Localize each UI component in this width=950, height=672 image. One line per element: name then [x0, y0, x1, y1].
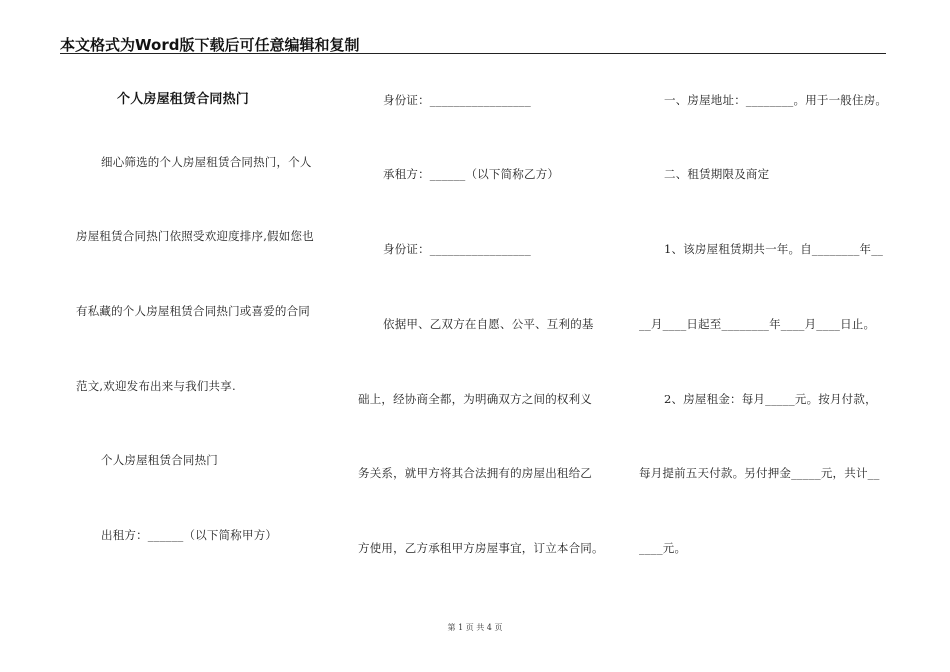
intro-line-2: 房屋租赁合同热门依照受欢迎度排序,假如您也	[76, 229, 314, 243]
rent-line-2: 每月提前五天付款。另付押金_____元，共计__	[639, 466, 880, 480]
preamble-line-4: 方使用，乙方承租甲方房屋事宜，订立本合同。	[358, 541, 604, 555]
lessee-id-line: 身份证：_________________	[383, 242, 531, 256]
header-divider	[60, 53, 886, 54]
lease-term-line-1: 1、该房屋租赁期共一年。自________年__	[664, 242, 884, 256]
intro-line-3: 有私藏的个人房屋租赁合同热门或喜爱的合同	[76, 304, 310, 318]
preamble-line-1: 依据甲、乙双方在自愿、公平、互利的基	[383, 317, 594, 331]
document-header-title: 本文格式为Word版下载后可任意编辑和复制	[60, 36, 360, 54]
lessee-line: 承租方：______（以下简称乙方）	[383, 167, 560, 181]
house-address-line: 一、房屋地址：________。用于一般住房。	[664, 93, 888, 107]
contract-subtitle: 个人房屋租赁合同热门	[101, 453, 218, 467]
preamble-line-2: 础上，经协商全都，为明确双方之间的权利义	[358, 392, 592, 406]
intro-line-4: 范文,欢迎发布出来与我们共享.	[76, 379, 236, 393]
page-number: 第 1 页 共 4 页	[447, 623, 503, 632]
lessor-id-line: 身份证：_________________	[383, 93, 531, 107]
lessor-line: 出租方：______（以下简称甲方）	[101, 528, 278, 542]
rent-line-1: 2、房屋租金：每月_____元。按月付款，	[664, 392, 877, 406]
preamble-line-3: 务关系，就甲方将其合法拥有的房屋出租给乙	[358, 466, 592, 480]
lease-term-line-2: __月____日起至________年____月____日止。	[639, 317, 876, 331]
intro-line-1: 细心筛选的个人房屋租赁合同热门，个人	[101, 155, 312, 169]
contract-title: 个人房屋租赁合同热门	[117, 92, 250, 107]
rent-line-3: ____元。	[639, 541, 687, 555]
lease-term-heading: 二、租赁期限及商定	[664, 167, 770, 181]
